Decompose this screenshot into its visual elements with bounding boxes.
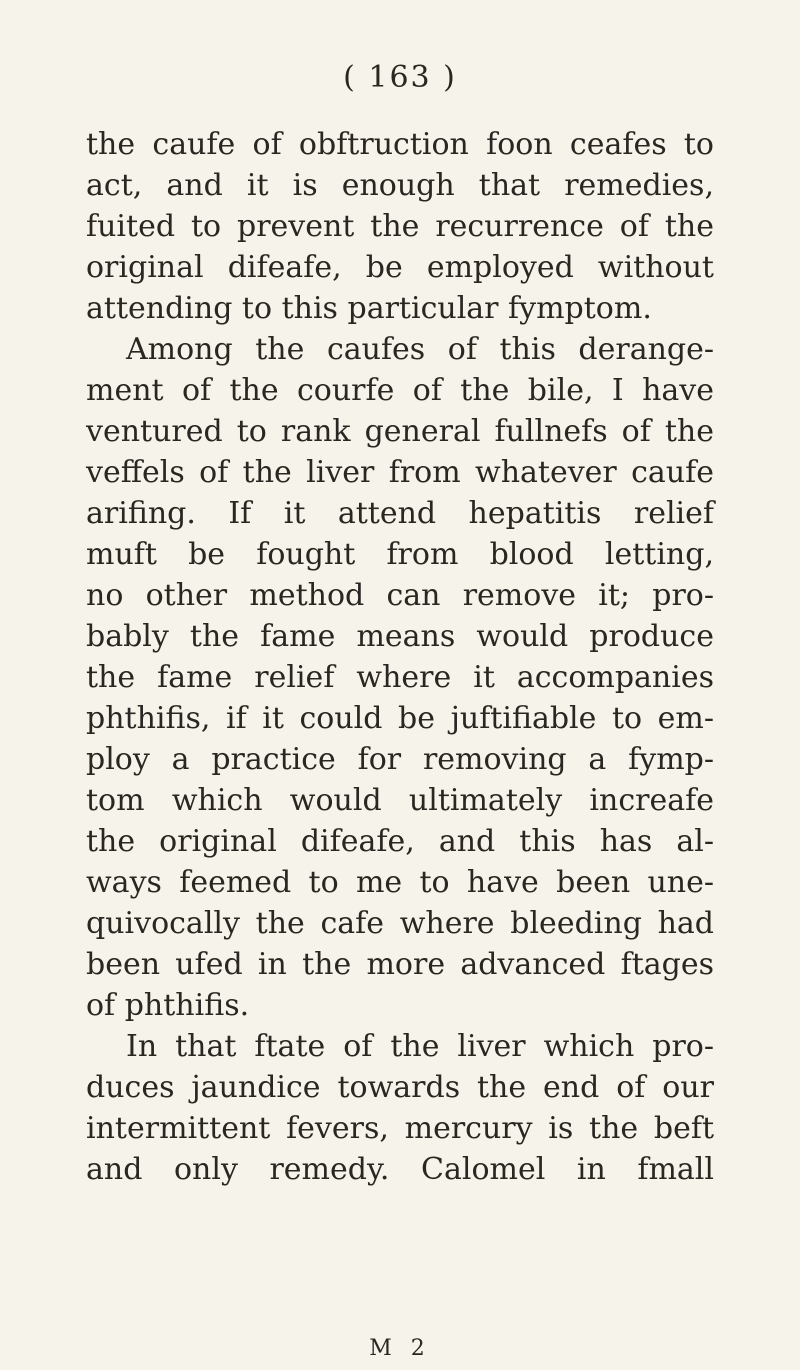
text-line: ment of the courfe of the bile, I have (86, 373, 714, 408)
signature-mark: M 2 (369, 1336, 431, 1361)
text-line: act, and it is enough that remedies, (86, 168, 714, 203)
text-line: ventured to rank general fullnefs of the (86, 414, 714, 449)
text-line: phthifis, if it could be juftifiable to em- (86, 701, 714, 736)
text-line: In that ftate of the liver which pro- (126, 1029, 714, 1064)
text-line: Among the caufes of this derange- (126, 332, 714, 367)
text-line: the original difeafe, and this has al- (86, 824, 714, 859)
text-line: the fame relief where it accompanies (86, 660, 714, 695)
text-line: the caufe of obftruction foon ceafes to (86, 127, 714, 162)
text-line: duces jaundice towards the end of our (86, 1070, 714, 1105)
text-line: veffels of the liver from whatever caufe (86, 455, 714, 490)
text-line: original difeafe, be employed without (86, 250, 714, 285)
text-line: of phthifis. (86, 988, 250, 1023)
page-number: ( 163 ) (343, 60, 457, 95)
text-line: attending to this particular fymptom. (86, 291, 652, 326)
text-line: muft be fought from blood letting, (86, 537, 714, 572)
text-line: quivocally the cafe where bleeding had (86, 906, 714, 941)
text-line: intermittent fevers, mercury is the beft (86, 1111, 714, 1146)
text-line: fuited to prevent the recurrence of the (86, 209, 714, 244)
text-line: arifing. If it attend hepatitis relief (86, 496, 714, 531)
text-line: bably the fame means would produce (86, 619, 714, 654)
text-line: ploy a practice for removing a fymp- (86, 742, 714, 777)
text-line: and only remedy. Calomel in fmall (86, 1152, 714, 1187)
text-line: no other method can remove it; pro- (86, 578, 714, 613)
text-line: been ufed in the more advanced ftages (86, 947, 714, 982)
text-line: ways feemed to me to have been une- (86, 865, 714, 900)
text-line: tom which would ultimately increafe (86, 783, 714, 818)
